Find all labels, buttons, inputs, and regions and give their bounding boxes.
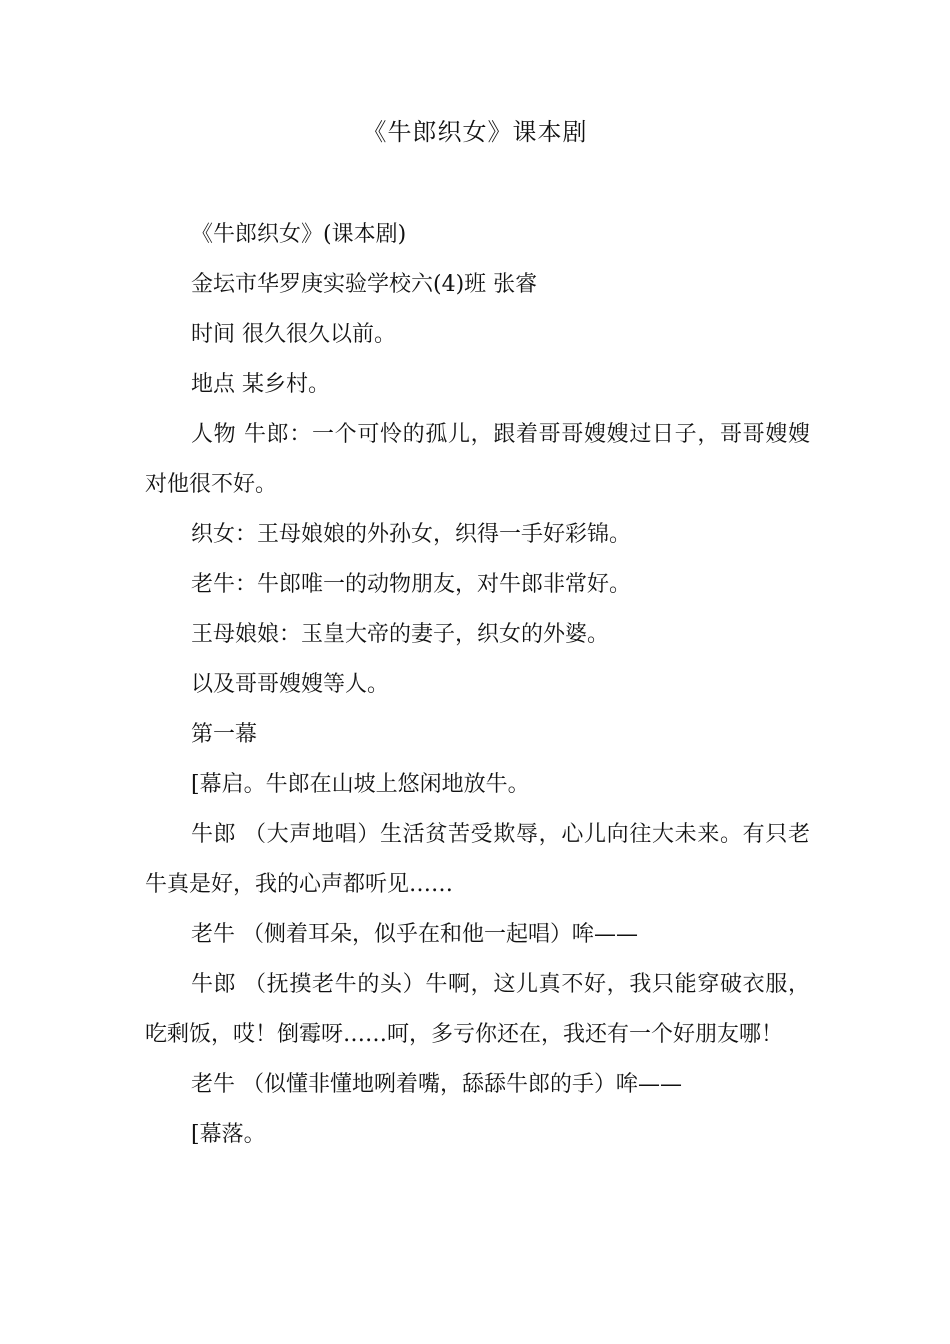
paragraph: 王母娘娘：玉皇大帝的妻子，织女的外婆。 bbox=[191, 622, 610, 647]
paragraph: 老牛：牛郎唯一的动物朋友，对牛郎非常好。 bbox=[191, 572, 632, 597]
paragraph: 牛郎 （大声地唱）生活贫苦受欺辱，心儿向往大未来。有只老牛真是好，我的心声都听见…… bbox=[145, 822, 810, 897]
paragraph: [幕落。 bbox=[191, 1122, 266, 1147]
paragraph: 人物 牛郎：一个可怜的孤儿，跟着哥哥嫂嫂过日子，哥哥嫂嫂对他很不好。 bbox=[145, 422, 810, 497]
paragraph: 以及哥哥嫂嫂等人。 bbox=[191, 672, 390, 697]
document-title: 《牛郎织女》课本剧 bbox=[362, 118, 588, 146]
paragraph: 织女：王母娘娘的外孙女，织得一手好彩锦。 bbox=[191, 522, 632, 547]
paragraph: [幕启。牛郎在山坡上悠闲地放牛。 bbox=[191, 772, 530, 797]
document-body bbox=[145, 210, 810, 1160]
paragraph: 时间 很久很久以前。 bbox=[191, 322, 396, 347]
paragraph: 《牛郎织女》(课本剧) bbox=[191, 222, 407, 247]
paragraph: 牛郎 （抚摸老牛的头）牛啊，这儿真不好，我只能穿破衣服，吃剩饭，哎！倒霉呀……呵，多亏你还在，我还有一个好朋友哪！ bbox=[145, 972, 810, 1047]
paragraph: 金坛市华罗庚实验学校六(4)班 张睿 bbox=[191, 272, 538, 297]
paragraph: 老牛 （似懂非懂地咧着嘴，舔舔牛郎的手）哞—— bbox=[191, 1072, 682, 1097]
paragraph: 地点 某乡村。 bbox=[191, 372, 330, 397]
paragraph: 第一幕 bbox=[191, 722, 258, 747]
paragraph: 老牛 （侧着耳朵，似乎在和他一起唱）哞—— bbox=[191, 922, 638, 947]
